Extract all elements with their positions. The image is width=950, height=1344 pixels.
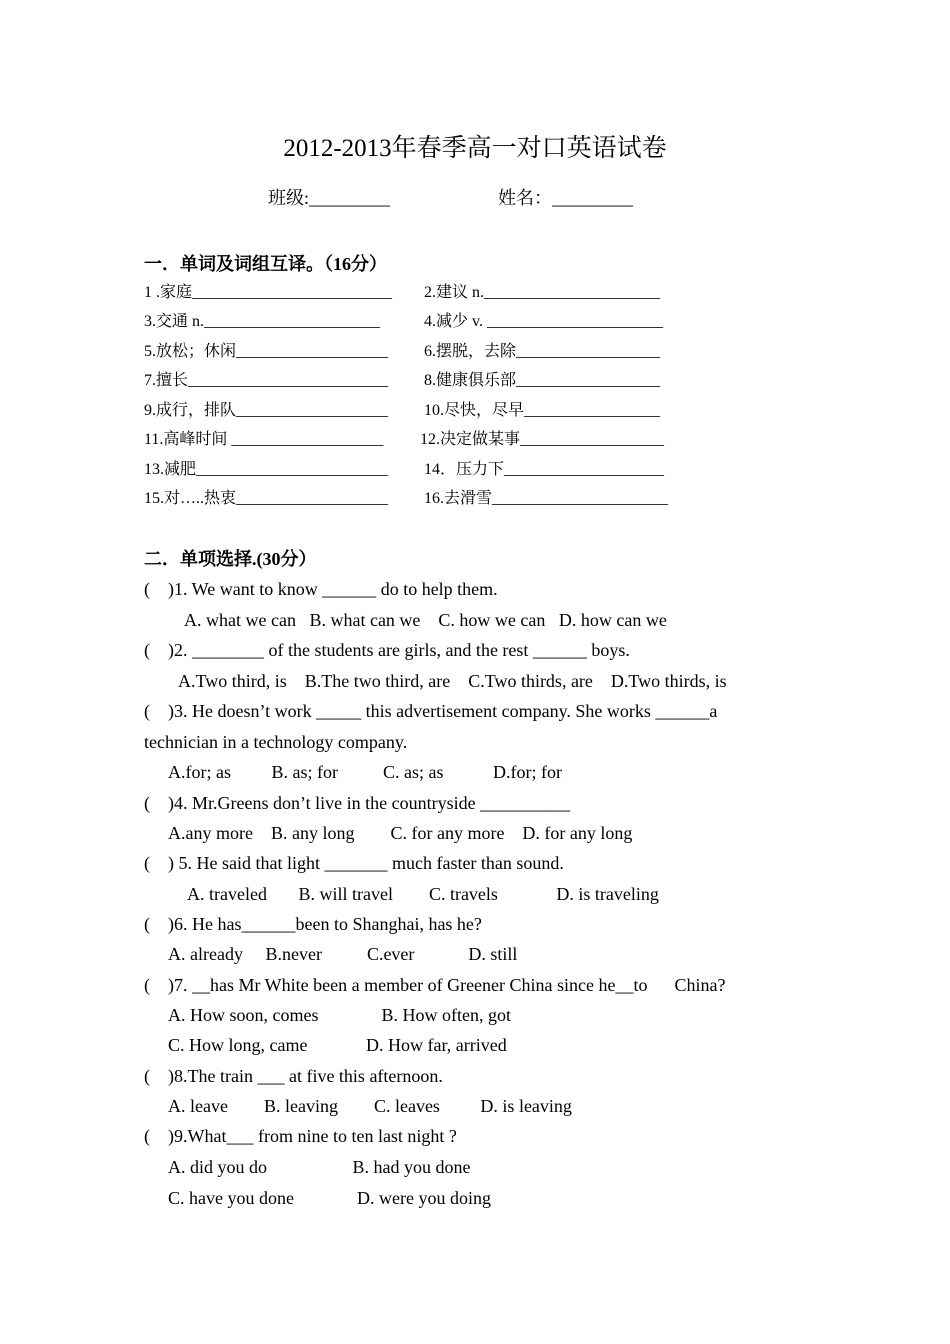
vocab-item: 12.决定做某事__________________ [420, 431, 665, 448]
section1-heading: 一．单词及词组互译。（16分） [144, 254, 387, 274]
vocab-item: 10.尽快，尽早_________________ [424, 402, 661, 419]
options-line: A. what we can B. what can we C. how we can D. how can we [184, 610, 667, 630]
question-line: ( ) 5. He said that light _______ much faster than sound. [144, 853, 564, 873]
class-field-label: 班级:_________ [268, 188, 391, 208]
vocab-item: 16.去滑雪______________________ [424, 490, 669, 507]
question-line: ( )1. We want to know ______ do to help them. [144, 579, 498, 599]
vocab-item: 2.建议 n.______________________ [424, 284, 661, 301]
vocab-item: 4.减少 v. ______________________ [424, 313, 663, 330]
question-line: ( )6. He has______been to Shanghai, has he? [144, 914, 482, 934]
options-line: A. How soon, comes B. How often, got [168, 1005, 511, 1025]
vocab-item: 7.擅长_________________________ [144, 372, 389, 389]
options-line: A. traveled B. will travel C. travels D. is traveling [187, 884, 659, 904]
options-line: A. leave B. leaving C. leaves D. is leaving [168, 1096, 572, 1116]
question-line: ( )4. Mr.Greens don’t live in the countryside __________ [144, 793, 571, 813]
question-line: ( )7. __has Mr White been a member of Greener China since he__to China? [144, 975, 726, 995]
vocab-item: 13.减肥________________________ [144, 461, 389, 478]
vocab-item: 5.放松；休闲___________________ [144, 343, 389, 360]
options-line: A.Two third, is B.The two third, are C.Two thirds, are D.Two thirds, is [178, 671, 727, 691]
vocab-item: 11.高峰时间 ___________________ [144, 431, 384, 448]
options-line: A.any more B. any long C. for any more D. for any long [168, 823, 633, 843]
vocab-item: 6.摆脱，去除__________________ [424, 343, 661, 360]
name-field-label: 姓名：_________ [498, 188, 633, 208]
vocab-item: 8.健康俱乐部__________________ [424, 372, 661, 389]
question-line: ( )8.The train ___ at five this afternoon. [144, 1066, 443, 1086]
question-line: ( )3. He doesn’t work _____ this advertisement company. She works ______a [144, 701, 718, 721]
vocab-item: 3.交通 n.______________________ [144, 313, 381, 330]
question-line: ( )2. ________ of the students are girls, and the rest ______ boys. [144, 640, 630, 660]
vocab-item: 14．压力下____________________ [424, 461, 665, 478]
question-line: ( )9.What___ from nine to ten last night ? [144, 1126, 457, 1146]
exam-title: 2012-2013年春季高一对口英语试卷 [283, 135, 667, 162]
question-line: technician in a technology company. [144, 732, 408, 752]
options-line: A. already B.never C.ever D. still [168, 944, 518, 964]
options-line: C. have you done D. were you doing [168, 1188, 491, 1208]
vocab-item: 9.成行，排队___________________ [144, 402, 389, 419]
options-line: C. How long, came D. How far, arrived [168, 1035, 507, 1055]
vocab-item: 1 .家庭_________________________ [144, 284, 393, 301]
options-line: A.for; as B. as; for C. as; as D.for; for [168, 762, 562, 782]
section2-heading: 二．单项选择.(30分） [144, 549, 317, 569]
options-line: A. did you do B. had you done [168, 1157, 471, 1177]
vocab-item: 15.对…..热衷___________________ [144, 490, 389, 507]
